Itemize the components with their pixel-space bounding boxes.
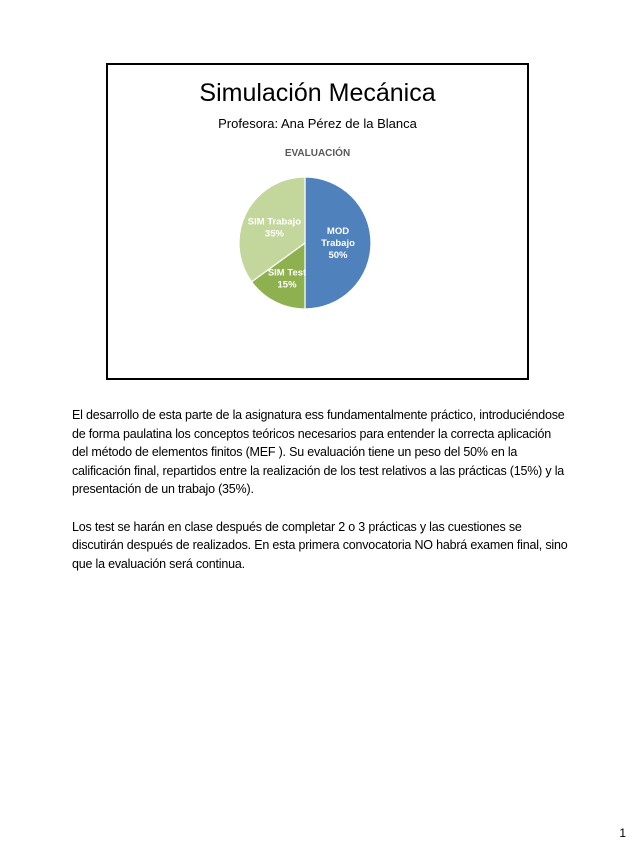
- label-sim-trabajo: SIM Trabajo 35%: [247, 216, 302, 240]
- slide-thumbnail: [106, 63, 529, 380]
- paragraph-1: El desarrollo de esta parte de la asignatura ess fundamentalmente práctico, introduciéndose de forma paulatina los conceptos teóricos necesarios para entender la correcta aplicación del método de elementos finitos (MEF ). Su evaluación tiene un peso del 50% en la calificación final, repartidos entre la realización de los test relativos a las prácticas (15%) y la presentación de un trabajo (35%).: [72, 408, 565, 496]
- slide-subtitle: Profesora: Ana Pérez de la Blanca: [218, 116, 417, 131]
- chart-title: EVALUACIÓN: [284, 148, 351, 159]
- label-sim-test: SIM Test 15%: [267, 267, 307, 291]
- pie-chart: [225, 163, 385, 323]
- page-number: 1: [619, 826, 626, 840]
- slide-title: Simulación Mecánica: [199, 79, 436, 107]
- paragraph-2: Los test se harán en clase después de completar 2 o 3 prácticas y las cuestiones se discutirán después de realizados. En esta primera convocatoria NO habrá examen final, sino que la evaluación será continua.: [72, 519, 568, 571]
- label-mod-trabajo: MOD Trabajo 50%: [321, 226, 355, 261]
- body-text: [72, 406, 568, 592]
